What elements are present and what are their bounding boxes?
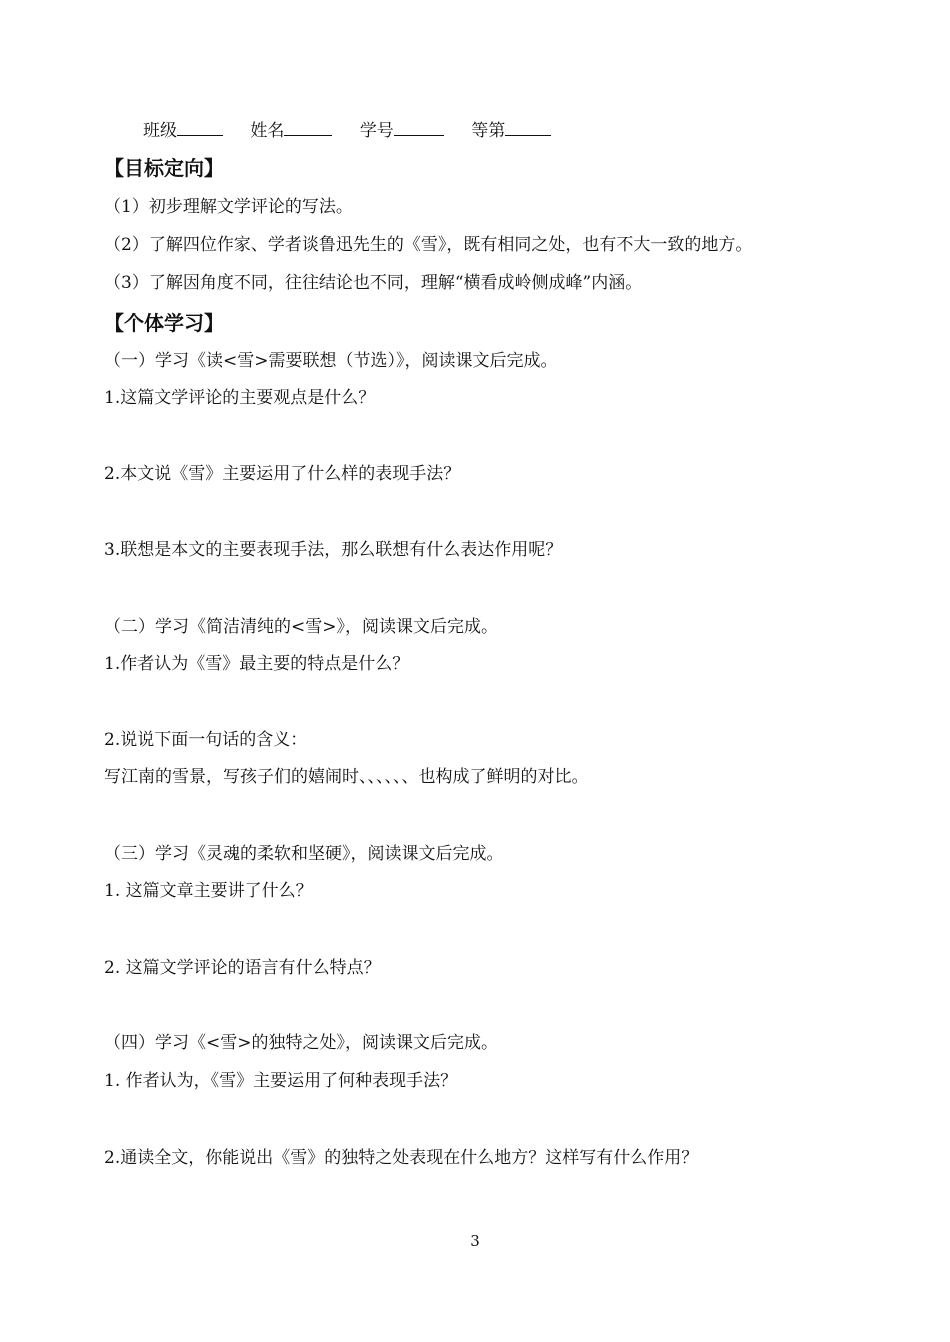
- question: 3.联想是本文的主要表现手法，那么联想有什么表达作用呢？: [104, 540, 563, 560]
- question: 2. 这篇文学评论的语言有什么特点？: [104, 958, 381, 978]
- study-heading: 【个体学习】: [104, 311, 224, 335]
- student-info-row: [143, 117, 573, 143]
- section-heading: （二）学习《简洁清纯的<雪>》，阅读课文后完成。: [104, 617, 498, 637]
- question: 1. 这篇文章主要讲了什么？: [104, 881, 313, 901]
- grade-label: 等第: [471, 121, 506, 141]
- section-heading: （四）学习《<雪>的独特之处》，阅读课文后完成。: [104, 1033, 498, 1053]
- quoted-sentence: 写江南的雪景，写孩子们的嬉闹时、、、、、、也构成了鲜明的对比。: [104, 767, 589, 787]
- name-field: [250, 117, 332, 143]
- class-label: 班级: [143, 121, 177, 141]
- section-heading: （一）学习《读<雪>需要联想（节选）》，阅读课文后完成。: [104, 351, 558, 371]
- name-label: 姓名: [250, 121, 285, 141]
- name-blank: [284, 117, 332, 136]
- question: 2.本文说《雪》主要运用了什么样的表现手法？: [104, 464, 461, 484]
- grade-blank: [505, 117, 551, 136]
- section-heading: （三）学习《灵魂的柔软和坚硬》，阅读课文后完成。: [104, 844, 504, 864]
- question: 1.这篇文学评论的主要观点是什么？: [104, 388, 376, 408]
- question: 2.通读全文，你能说出《雪》的独特之处表现在什么地方？这样写有什么作用？: [104, 1148, 699, 1168]
- page-number: 3: [470, 1232, 480, 1250]
- student-id-blank: [394, 117, 444, 136]
- goal-item: （2）了解四位作家、学者谈鲁迅先生的《雪》，既有相同之处，也有不大一致的地方。: [104, 235, 753, 255]
- question: 1.作者认为《雪》最主要的特点是什么？: [104, 654, 410, 674]
- goal-item: （3）了解因角度不同，往往结论也不同，理解“横看成岭侧成峰”内涵。: [104, 273, 643, 293]
- class-blank: [177, 117, 223, 136]
- student-id-field: [360, 117, 444, 143]
- goal-item: （1）初步理解文学评论的写法。: [104, 197, 353, 217]
- goals-heading: 【目标定向】: [104, 156, 224, 180]
- grade-field: [471, 117, 551, 143]
- student-id-label: 学号: [359, 121, 394, 141]
- class-field: [143, 117, 223, 143]
- question: 1. 作者认为，《雪》主要运用了何种表现手法？: [104, 1071, 458, 1091]
- question: 2.说说下面一句话的含义：: [104, 730, 308, 750]
